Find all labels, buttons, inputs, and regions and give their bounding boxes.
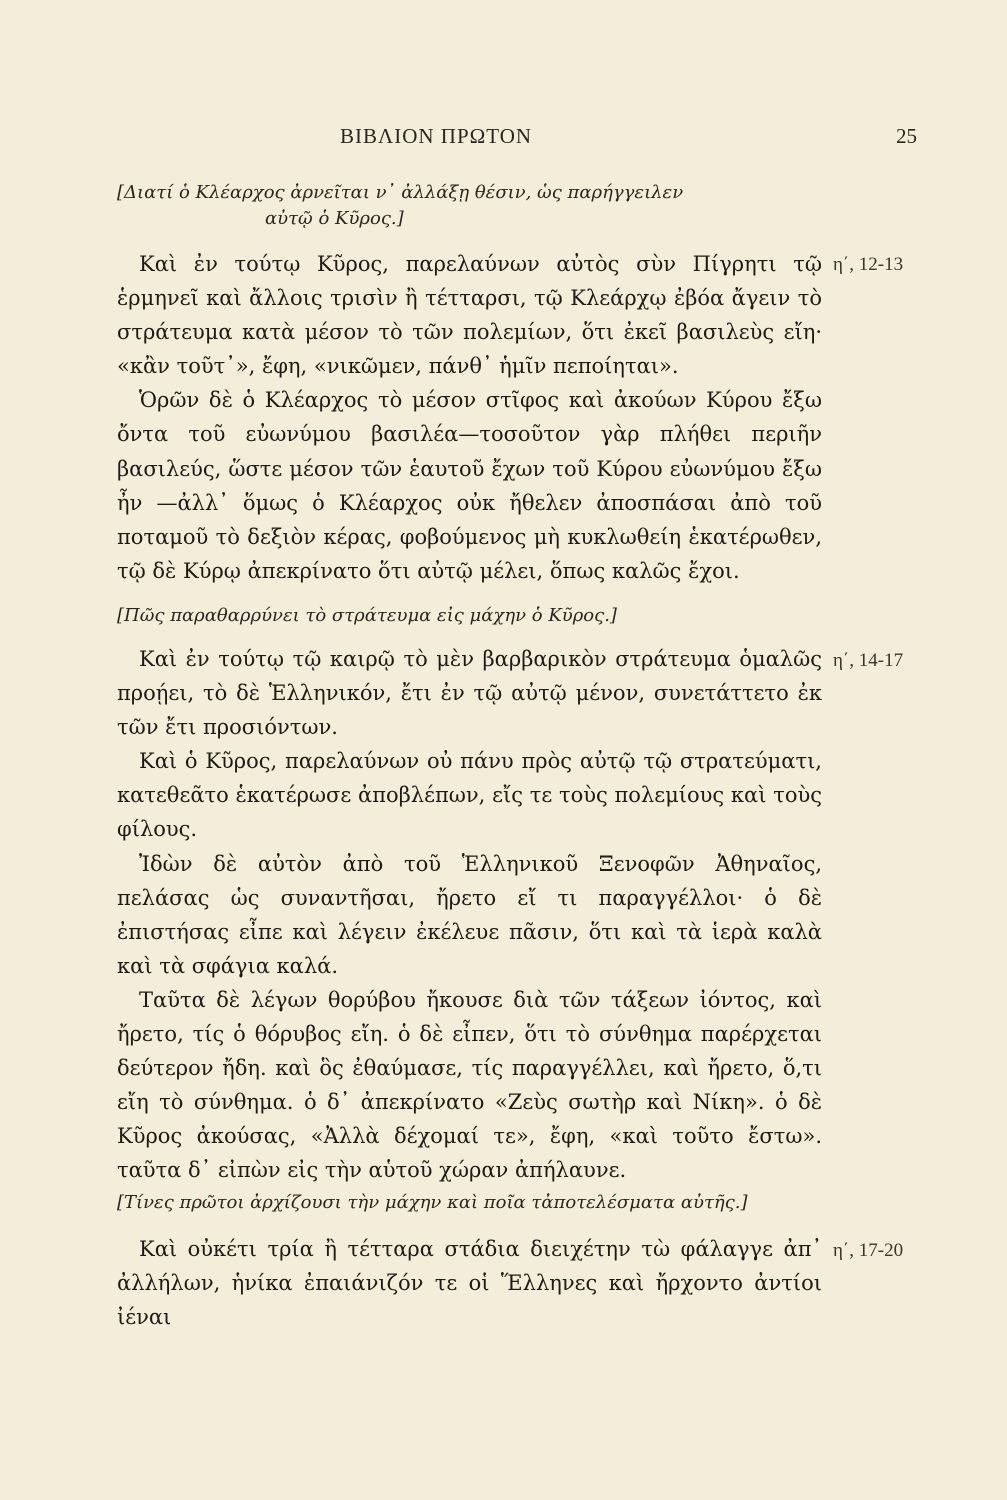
section-1-body <box>117 247 822 588</box>
paragraph: Καὶ ἐν τούτῳ Κῦρος, παρελαύνων αὐτὸς σὺν Πίγρητι τῷ ἑρμηνεῖ καὶ ἄλλοις τρισὶν ἢ τέτταρσι, τῷ Κλεάρχῳ ἐβόα ἄγειν τὸ στράτευμα κατὰ μέσον τὸ τῶν πολεμίων, ὅτι ἐκεῖ βασιλεὺς εἴη· «κἂν τοῦτ᾿», ἔφη, «νικῶμεν, πάνθ᾿ ἡμῖν πεποίηται». <box>117 252 822 379</box>
running-title: ΒΙΒΛΙΟΝ ΠΡΩΤΟΝ <box>340 124 533 148</box>
section-3-body <box>117 1232 822 1334</box>
paragraph: Ἰδὼν δὲ αὐτὸν ἀπὸ τοῦ Ἑλληνικοῦ Ξενοφῶν Ἀθηναῖος, πελάσας ὡς συναντῆσαι, ἤρετο εἴ τι παραγγέλλοι· ὁ δὲ ἐπιστήσας εἶπε καὶ λέγειν ἐκέλευε πᾶσιν, ὅτι καὶ τὰ ἱερὰ καλὰ καὶ τὰ σφάγια καλά. <box>117 851 822 978</box>
section-2-body <box>117 642 822 1188</box>
page-number: 25 <box>896 124 917 148</box>
section-1-heading-line-2: αὐτῷ ὁ Κῦρος.] <box>265 208 404 229</box>
paragraph: Ὁρῶν δὲ ὁ Κλέαρχος τὸ μέσον στῖφος καὶ ἀκούων Κύρου ἔξω ὄντα τοῦ εὐωνύμου βασιλέα—τοσοῦτον γὰρ πλήθει περιῆν βασιλεύς, ὥστε μέσον τῶν ἑαυτοῦ ἔχων τοῦ Κύρου εὐωνύμου ἔξω ἦν —ἀλλ᾿ ὅμως ὁ Κλέαρχος οὐκ ἤθελεν ἀποσπάσαι ἀπὸ τοῦ ποταμοῦ τὸ δεξιὸν κέρας, φοβούμενος μὴ κυκλωθείη ἑκατέρωθεν, τῷ δὲ Κύρῳ ἀπεκρίνατο ὅτι αὐτῷ μέλει, ὅπως καλῶς ἔχοι. <box>117 388 822 583</box>
paragraph: Καὶ οὐκέτι τρία ἢ τέτταρα στάδια διειχέτην τὼ φάλαγγε ἀπ᾿ ἀλλήλων, ἡνίκα ἐπαιάνιζόν τε οἱ Ἕλληνες καὶ ἤρχοντο ἀντίοι ἰέναι <box>117 1237 822 1330</box>
margin-ref-1: η΄, 12-13 <box>833 254 904 275</box>
margin-ref-3: η΄, 17-20 <box>833 1240 904 1261</box>
section-2-heading <box>117 603 822 629</box>
section-2-heading-text: [Πῶς παραθαρρύνει τὸ στράτευμα εἰς μάχην ὁ Κῦρος.] <box>117 605 617 626</box>
section-1-heading <box>117 180 822 232</box>
section-1-heading-line-1: [Διατί ὁ Κλέαρχος ἀρνεῖται ν᾿ ἀλλάξῃ θέσιν, ὡς παρήγγειλεν <box>117 182 684 203</box>
running-head <box>0 124 1007 154</box>
paragraph: Ταῦτα δὲ λέγων θορύβου ἤκουσε διὰ τῶν τάξεων ἰόντος, καὶ ἤρετο, τίς ὁ θόρυβος εἴη. ὁ δὲ εἶπεν, ὅτι τὸ σύνθημα παρέρχεται δεύτερον ἤδη. καὶ ὃς ἐθαύμασε, τίς παραγγέλλει, καὶ ἤρετο, ὅ,τι εἴη τὸ σύνθημα. ὁ δ᾿ ἀπεκρίνατο «Ζεὺς σωτὴρ καὶ Νίκη». ὁ δὲ Κῦρος ἀκούσας, «Ἀλλὰ δέχομαί τε», ἔφη, «καὶ τοῦτο ἔστω». ταῦτα δ᾿ εἰπὼν εἰς τὴν αὑτοῦ χώραν ἀπήλαυνε. <box>117 987 822 1183</box>
paragraph: Καὶ ἐν τούτῳ τῷ καιρῷ τὸ μὲν βαρβαρικὸν στράτευμα ὁμαλῶς προῄει, τὸ δὲ Ἑλληνικόν, ἔτι ἐν τῷ αὐτῷ μένον, συνετάττετο ἐκ τῶν ἔτι προσιόντων. <box>117 647 822 740</box>
section-3-heading <box>117 1190 822 1216</box>
paragraph: Καὶ ὁ Κῦρος, παρελαύνων οὐ πάνυ πρὸς αὐτῷ τῷ στρατεύματι, κατεθεᾶτο ἑκατέρωσε ἀποβλέπων, εἴς τε τοὺς πολεμίους καὶ τοὺς φίλους. <box>117 749 822 842</box>
margin-ref-2: η΄, 14-17 <box>833 650 904 671</box>
section-3-heading-text: [Τίνες πρῶτοι ἀρχίζουσι τὴν μάχην καὶ ποῖα τἀποτελέσματα αὐτῆς.] <box>117 1192 748 1213</box>
